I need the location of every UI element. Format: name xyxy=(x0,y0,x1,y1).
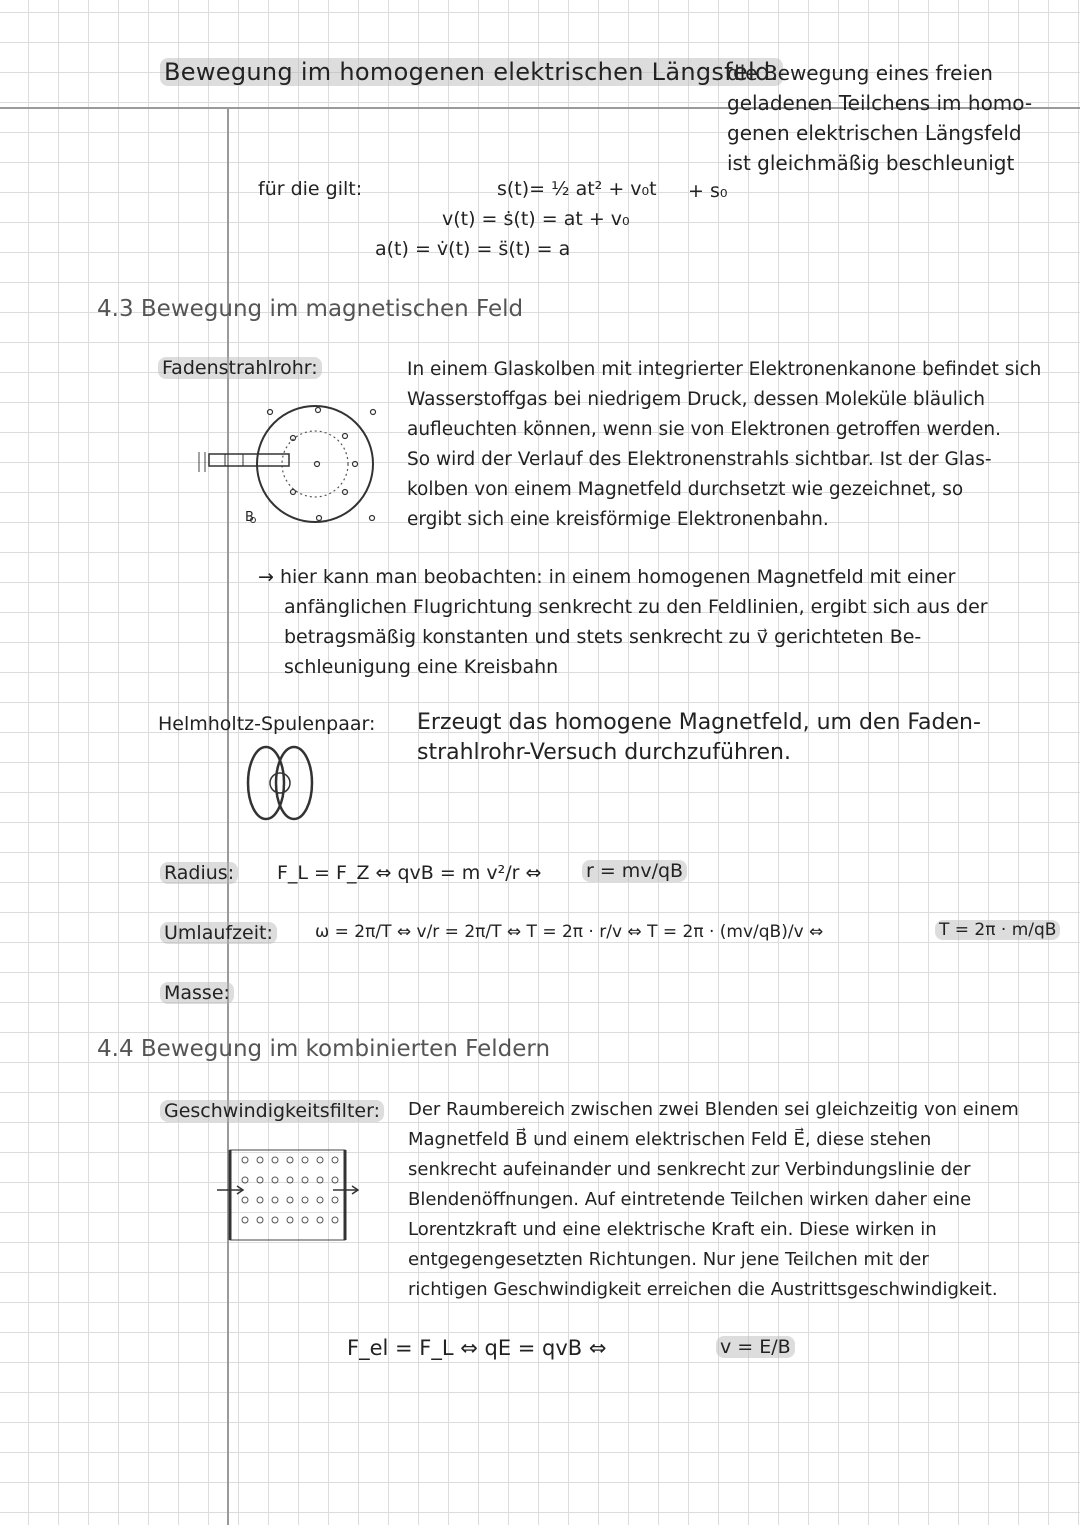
observation-text xyxy=(258,562,988,682)
umlaufzeit-label: Umlaufzeit: xyxy=(160,922,277,944)
formula-s: s(t)= ½ at² + v₀t xyxy=(497,178,657,200)
umlaufzeit-equation: ω = 2π/T ⇔ v/r = 2π/T ⇔ T = 2π · r/v ⇔ T = 2π · (mv/qB)/v ⇔ xyxy=(315,922,824,942)
geschwindigkeitsfilter-label: Geschwindigkeitsfilter: xyxy=(160,1100,384,1122)
text-line: aufleuchten können, wenn sie von Elektronen getroffen werden. xyxy=(407,419,1001,440)
filter-equation: F_el = F_L ⇔ qE = qvB ⇔ xyxy=(347,1336,607,1360)
filter-result: v = E/B xyxy=(716,1336,795,1358)
helmholtz-text xyxy=(417,708,981,768)
note-line: die Bewegung eines freien xyxy=(727,61,993,85)
b-field-label: B xyxy=(245,510,254,525)
filter-text xyxy=(408,1095,1019,1305)
formula-label: für die gilt: xyxy=(258,178,363,200)
radius-equation: F_L = F_Z ⇔ qvB = m v²/r ⇔ xyxy=(277,862,542,884)
text-line: anfänglichen Flugrichtung senkrecht zu den Feldlinien, ergibt sich aus der xyxy=(284,596,988,618)
text-line: Lorentzkraft und eine elektrische Kraft ein. Diese wirken in xyxy=(408,1219,937,1240)
text-line: Blendenöffnungen. Auf eintretende Teilchen wirken daher eine xyxy=(408,1189,972,1210)
text-line: Erzeugt das homogene Magnetfeld, um den Faden- xyxy=(417,710,981,735)
text-line: kolben von einem Magnetfeld durchsetzt wie gezeichnet, so xyxy=(407,479,964,500)
text-line: Wasserstoffgas bei niedrigem Druck, dessen Moleküle bläulich xyxy=(407,389,985,410)
helmholtz-coil-diagram xyxy=(240,743,320,823)
fadenstrahlrohr-diagram xyxy=(195,400,395,540)
fadenstrahl-text xyxy=(407,355,1041,535)
section-heading-4-4: 4.4 Bewegung im kombinierten Feldern xyxy=(97,1036,551,1062)
radius-label: Radius: xyxy=(160,862,238,884)
text-line: In einem Glaskolben mit integrierter Elektronenkanone befindet sich xyxy=(407,359,1042,380)
section-heading-4-3: 4.3 Bewegung im magnetischen Feld xyxy=(97,296,524,322)
fadenstrahl-label: Fadenstrahlrohr: xyxy=(158,357,322,379)
text-line: schleunigung eine Kreisbahn xyxy=(284,656,559,678)
formula-s0: + s₀ xyxy=(688,180,728,202)
heading-laengsfeld: Bewegung im homogenen elektrischen Längsfeld: xyxy=(160,58,783,86)
umlaufzeit-result: T = 2π · m/qB xyxy=(935,920,1060,940)
laengsfeld-note xyxy=(727,58,1032,178)
helmholtz-label: Helmholtz-Spulenpaar: xyxy=(158,713,376,735)
text-line: Magnetfeld B⃗ und einem elektrischen Feld E⃗, diese stehen xyxy=(408,1129,932,1150)
formula-a: a(t) = v̇(t) = s̈(t) = a xyxy=(375,238,571,260)
velocity-filter-diagram xyxy=(215,1145,360,1245)
formula-v: v(t) = ṡ(t) = at + v₀ xyxy=(442,208,630,230)
text-line: Der Raumbereich zwischen zwei Blenden sei gleichzeitig von einem xyxy=(408,1099,1019,1120)
text-line: ergibt sich eine kreisförmige Elektronenbahn. xyxy=(407,509,829,530)
radius-result: r = mv/qB xyxy=(582,860,687,882)
text-line: richtigen Geschwindigkeit erreichen die Austrittsgeschwindigkeit. xyxy=(408,1279,998,1300)
note-line: geladenen Teilchens im homo- xyxy=(727,91,1033,115)
note-line: genen elektrischen Längsfeld xyxy=(727,121,1022,145)
text-line: entgegengesetzten Richtungen. Nur jene Teilchen mit der xyxy=(408,1249,929,1270)
text-line: So wird der Verlauf des Elektronenstrahls sichtbar. Ist der Glas- xyxy=(407,449,992,470)
note-line: ist gleichmäßig beschleunigt xyxy=(727,151,1015,175)
masse-label: Masse: xyxy=(160,982,234,1004)
text-line: strahlrohr-Versuch durchzuführen. xyxy=(417,740,791,765)
text-line: betragsmäßig konstanten und stets senkrecht zu v⃗ gerichteten Be- xyxy=(284,626,922,648)
text-line: senkrecht aufeinander und senkrecht zur Verbindungslinie der xyxy=(408,1159,971,1180)
text-line: → hier kann man beobachten: in einem homogenen Magnetfeld mit einer xyxy=(258,566,956,588)
